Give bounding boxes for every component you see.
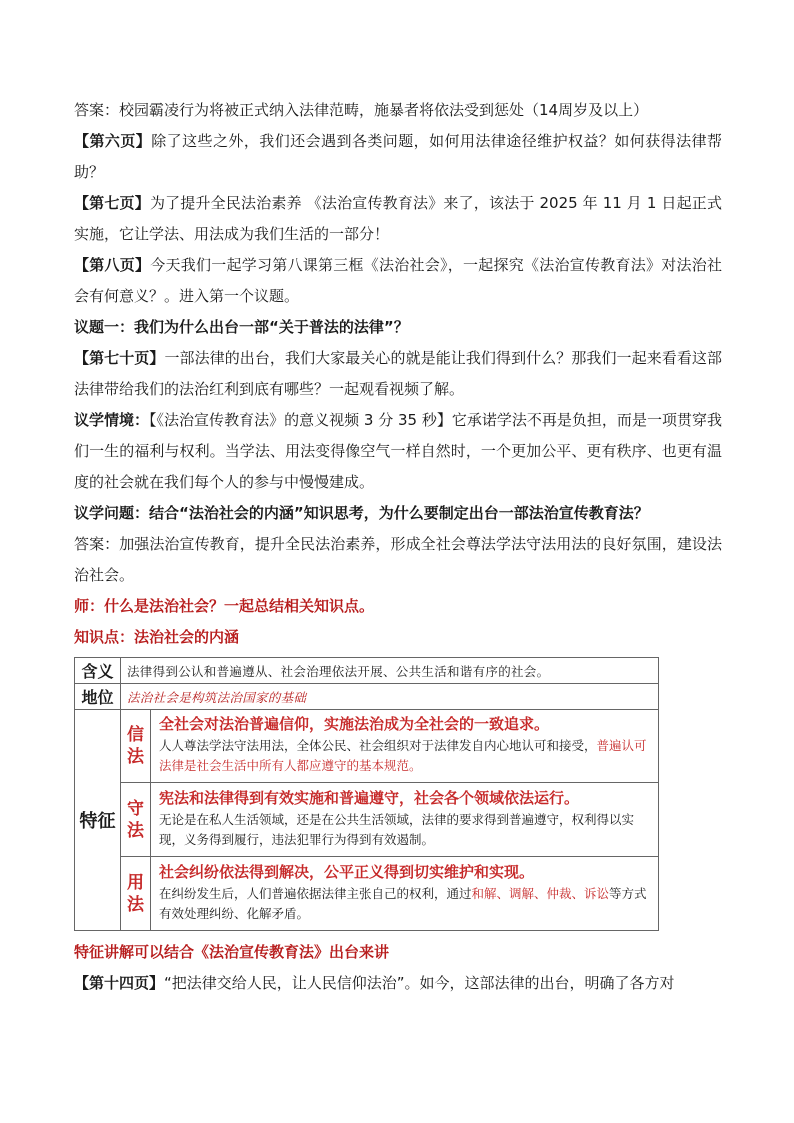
status-text: 法治社会是构筑法治国家的基础 (121, 684, 659, 710)
page7-paragraph (74, 188, 722, 250)
page14-paragraph (74, 968, 722, 999)
xinfa-desc-part2: 普遍认可法律是社会生活中所有人都应遵守的基本规范。 (159, 738, 647, 773)
yongfa-description (159, 884, 650, 924)
feature-shoufa-row (75, 783, 659, 857)
xinfa-content (151, 710, 659, 783)
teacher-prompt: 师：什么是法治社会？一起总结相关知识点。 (74, 597, 375, 615)
knowledge-table (74, 657, 659, 931)
feature-label: 特征 (75, 710, 121, 931)
page70-paragraph (74, 343, 722, 405)
yongfa-desc-part2: 和解、调解、仲裁、诉讼 (471, 885, 610, 901)
feature-xinfa-row (75, 710, 659, 783)
shoufa-content (151, 783, 659, 857)
shoufa-description: 无论是在私人生活领域，还是在公共生活领域，法律的要求得到普遍遵守，权利得以实现，义务得到履行，违法犯罪行为得到有效遏制。 (159, 811, 635, 847)
yongfa-desc-part3: 等方式有效处理纠纷、化解矛盾。 (159, 885, 647, 921)
question-heading: 议学问题：结合“法治社会的内涵”知识思考，为什么要制定出台一部法治宣传教育法？ (74, 504, 649, 522)
yongfa-desc-part1: 在纠纷发生后，人们普遍依据法律主张自己的权利，通过 (159, 885, 472, 901)
scenario-paragraph (74, 405, 722, 498)
meaning-text: 法律得到公认和普遍遵从、社会治理依法开展、公共生活和谐有序的社会。 (121, 658, 659, 684)
yongfa-content (151, 857, 659, 931)
page7-tag: 【第七页】 (74, 194, 150, 212)
yongfa-heading: 社会纠纷依法得到解决，公平正义得到切实维护和实现。 (159, 862, 535, 881)
answer-bullying: 答案：校园霸凌行为将被正式纳入法律范畴，施暴者将依法受到惩处（14周岁及以上） (74, 101, 649, 119)
xinfa-description (159, 736, 650, 776)
meaning-label: 含义 (75, 658, 121, 684)
feature-note: 特征讲解可以结合《法治宣传教育法》出台来讲 (74, 943, 390, 961)
scenario-label: 议学情境： (74, 411, 150, 429)
meaning-row (75, 658, 659, 684)
status-row (75, 684, 659, 710)
page8-tag: 【第八页】 (74, 256, 151, 274)
page8-paragraph (74, 250, 722, 312)
feature-yongfa-row (75, 857, 659, 931)
xinfa-desc-part1: 人人尊法学法守法用法，全体公民、社会组织对于法律发自内心地认可和接受， (159, 738, 597, 753)
document-body (74, 95, 722, 999)
knowledge-point-heading: 知识点：法治社会的内涵 (74, 628, 240, 646)
shoufa-label: 守法 (121, 783, 151, 857)
xinfa-heading: 全社会对法治普遍信仰，实施法治成为全社会的一致追求。 (159, 715, 550, 733)
page70-tag: 【第七十页】 (74, 349, 165, 367)
answer-legal-education: 答案：加强法治宣传教育，提升全民法治素养，形成全社会尊法学法守法用法的良好氛围，建设法治社会。 (74, 535, 722, 584)
scenario-text: 【《法治宣传教育法》的意义视频 3 分 35 秒】它承诺学法不再是负担，而是一项贯穿我们一生的福利与权利。当学法、用法变得像空气一样自然时，一个更加公平、更有秩序、也更有温度的社会就在我们每个人的参与中慢慢建成。 (74, 411, 722, 491)
page70-text: 一部法律的出台，我们大家最关心的就是能让我们得到什么？那我们一起来看看这部法律带给我们的法治红利到底有哪些？一起观看视频了解。 (74, 349, 722, 398)
page14-text: “把法律交给人民，让人民信仰法治”。如今，这部法律的出台，明确了各方对 (164, 974, 675, 992)
page6-paragraph (74, 126, 722, 188)
yongfa-label: 用法 (121, 857, 151, 931)
xinfa-label: 信法 (121, 710, 151, 783)
status-label: 地位 (75, 684, 121, 710)
page6-tag: 【第六页】 (74, 132, 152, 150)
page6-text: 除了这些之外，我们还会遇到各类问题，如何用法律途径维护权益？如何获得法律帮助？ (74, 132, 722, 181)
page8-text: 今天我们一起学习第八课第三框《法治社会》，一起探究《法治宣传教育法》对法治社会有何意义？。进入第一个议题。 (74, 256, 722, 305)
page7-text: 为了提升全民法治素养 《法治宣传教育法》来了，该法于 2025 年 11 月 1 日起正式实施，它让学法、用法成为我们生活的一部分！ (74, 194, 722, 243)
page14-tag: 【第十四页】 (74, 974, 165, 992)
topic-one-heading: 议题一：我们为什么出台一部“关于普法的法律”？ (74, 318, 409, 336)
shoufa-heading: 宪法和法律得到有效实施和普遍遵守，社会各个领域依法运行。 (159, 788, 580, 807)
